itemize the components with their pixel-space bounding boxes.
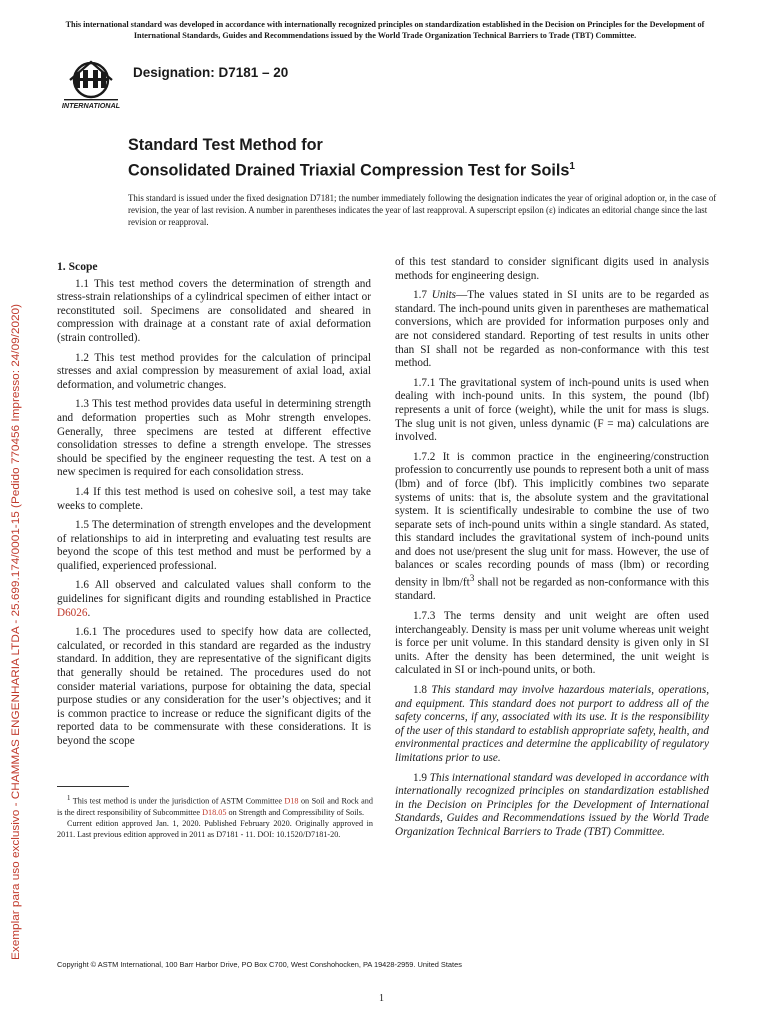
paragraph-1-7: 1.7 Units—The values stated in SI units are to be regarded as standard. The inch-pound units given in parentheses are mathematical conversions, which are provided for information purposes only and are not considered standard. Reporting of test results in units other than SI shall not be regarded as non-conformance with this test method. xyxy=(395,289,710,370)
paragraph-continued: of this test standard to consider significant digits used in analysis methods for engineering design. xyxy=(395,256,709,282)
link-d18[interactable]: D18 xyxy=(284,796,299,806)
copyright-line: Copyright © ASTM International, 100 Barr Harbor Drive, PO Box C700, West Conshohocken, PA 19428-2959. United States xyxy=(57,960,462,969)
page-number: 1 xyxy=(379,993,384,1004)
paragraph-1-7-2: 1.7.2 It is common practice in the engineering/construction profession to concurrently use pounds to represent both a unit of mass (lbm) and of force (lbf). This implicitly combines two separate systems of units: that is, the absolute system and the gravitational system. It is scientifically undesirable to combine the use of two separate sets of inch-pound units within a single standard. As stated, this standard includes the gravitational system of inch-pound units and does not use/present the slug unit for mass. However, the use of balances or scales recording pounds of mass (lbm) or recording density in lbm/$ft^3$ shall not be regarded as non-conformance with this standard. xyxy=(395,450,709,603)
paragraph-1-5: 1.5 The determination of strength envelopes and the development of relationships to aid in interpreting and evaluating test results are beyond the scope of this test method and must be performed by a qualified, experienced professional. xyxy=(57,519,371,572)
astm-logo xyxy=(60,56,122,112)
paragraph-1-1: 1.1 This test method covers the determination of strength and stress-strain relationships of a cylindrical specimen of either intact or reconstituted soil. Specimens are consolidated and sheared in compression with drainage at a constant rate of axial deformation (strain controlled). xyxy=(57,277,371,344)
paragraph-1-7-3: 1.7.3 The terms density and unit weight are often used interchangeably. Density is mass per unit volume whereas unit weight is force per unit volume. In this standard density is given only in SI units. After the density has been determined, the unit weight is calculated in SI or inch-pound units, or both. xyxy=(395,609,709,677)
paragraph-1-2: 1.2 This test method provides for the calculation of principal stresses and axial compression by measurement of axial load, axial deformation, and volumetric changes. xyxy=(57,351,371,391)
link-d18-05[interactable]: D18.05 xyxy=(202,807,227,817)
link-d6026[interactable]: D6026 xyxy=(57,606,88,619)
paragraph-1-3: 1.3 This test method provides data useful in determining strength and deformation properties such as Mohr strength envelopes. Generally, three specimens are tested at different effective consolidation stresses to define a strength envelope. The stresses should be specified by the engineer requesting the test. A test on a new specimen is required for each consolidation stress. xyxy=(57,398,371,479)
footnote-divider xyxy=(57,786,129,787)
paragraph-1-6-1: 1.6.1 The procedures used to specify how data are collected, calculated, or recorded in this standard are regarded as the industry standard. In addition, they are representative of the significant digits that generally should be retained. The procedures used do not consider material variations, purpose for obtaining the data, special purpose studies or any consideration for the user’s objectives; and it is common practice to increase or reduce the significant digits of the reported data to be commensurate with these considerations. It is beyond the scope xyxy=(57,626,371,747)
side-stamp-text: Exemplar para uso exclusivo - CHAMMAS ENGENHARIA LTDA - 25.699.174/0001-15 (Pedido 770456 Impresso: 24/09/2020) xyxy=(10,335,22,960)
right-column xyxy=(395,256,709,845)
document-title xyxy=(128,134,575,181)
logo-text: INTERNATIONAL xyxy=(61,101,121,110)
issued-note: This standard is issued under the fixed designation D7181; the number immediately following the designation indicates the year of original adoption or, in the case of revision, the year of last revision. A number in parentheses indicates the year of last reapproval. A superscript epsilon (ε) indicates an editorial change since the last revision or reapproval. xyxy=(128,193,717,227)
footnote-edition: Current edition approved Jan. 1, 2020. Published February 2020. Originally approved in 2011. Last previous edition approved in 2011 as D7181 - 11. DOI: 10.1520/D7181-20. xyxy=(57,818,373,839)
side-stamp xyxy=(3,300,25,960)
title-line-1: Standard Test Method for xyxy=(128,136,323,154)
designation: Designation: D7181 – 20 xyxy=(133,65,289,80)
paragraph-1-7-1: 1.7.1 The gravitational system of inch-pound units is used when dealing with inch-pound units. In this system, the pound (lbf) represents a unit of force (weight), while the unit for mass is slugs. The slug unit is not given, unless dynamic (F = ma) calculations are involved. xyxy=(395,376,709,444)
footnotes xyxy=(57,793,373,840)
title-footnote-mark[interactable]: 1 xyxy=(569,161,575,172)
paragraph-1-4: 1.4 If this test method is used on cohesive soil, a test may take weeks to complete. xyxy=(57,485,371,512)
paragraph-1-8: 1.8 This standard may involve hazardous materials, operations, and equipment. This standard does not purport to address all of the safety concerns, if any, associated with its use. It is the responsibility of the user of this standard to establish appropriate safety, health, and environmental practices and determine the applicability of regulatory limitations prior to use. xyxy=(395,683,709,764)
left-column xyxy=(57,256,371,755)
section-heading: 1. Scope xyxy=(57,260,98,273)
paragraph-1-9: 1.9 This international standard was developed in accordance with internationally recognized principles on standardization established in the Decision on Principles for the Development of International Standards, Guides and Recommendations issued by the World Trade Organization Technical Barriers to Trade (TBT) Committee. xyxy=(395,771,709,838)
footnote-1: $^1$ This test method is under the jurisdiction of ASTM Committee D18 on Soil and Rock and is the direct responsibility of Subcommittee D18.05 on Strength and Compressibility of Soils. xyxy=(57,795,373,817)
title-line-2: Consolidated Drained Triaxial Compression Test for Soils xyxy=(128,161,570,180)
paragraph-1-6: 1.6 All observed and calculated values shall conform to the guidelines for significant digits and rounding established in Practice D6026. xyxy=(57,579,371,619)
top-notice: This international standard was developed in accordance with internationally recognized principles on standardization established in the Decision on Principles for the Development of International Standards, Guides and Recommendations issued by the World Trade Organization Technical Barriers to Trade (TBT) Committee. xyxy=(65,20,705,40)
